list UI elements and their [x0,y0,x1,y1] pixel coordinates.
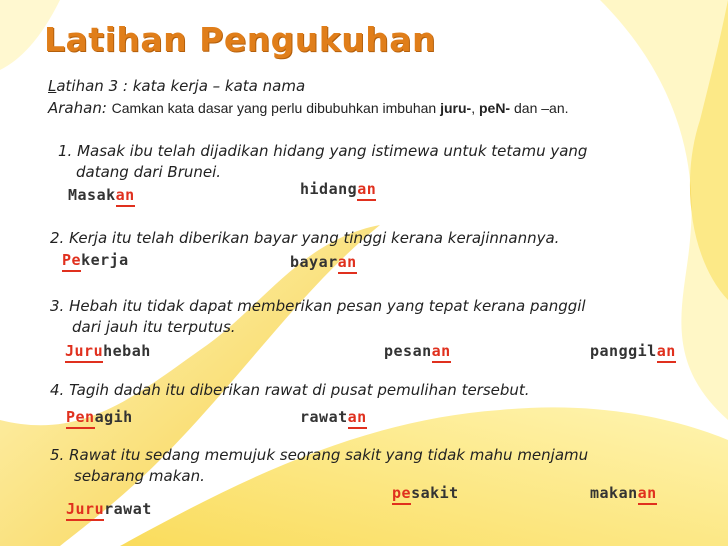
answer-3a [65,342,151,360]
answer-base: agih [94,408,133,426]
question-3-line-2: dari jauh itu terputus. [72,318,236,336]
answer-affix: an [116,186,135,207]
answer-affix: an [432,342,451,363]
exercise-desc: kata kerja – kata nama [132,77,306,95]
answer-1b [300,180,376,198]
question-3-line-1: 3. Hebah itu tidak dapat memberikan pesan yang tepat kerana panggil [50,297,586,315]
answer-base: hebah [103,342,151,360]
instruction-text [112,100,569,116]
instruction-body: Camkan kata dasar yang perlu dibubuhkan imbuhan [111,100,441,116]
affix-juru: juru- [440,100,472,116]
answer-base: bayar [290,253,338,271]
answer-base: rawat [300,408,348,426]
answer-affix: pe [392,484,411,505]
instruction-sep: , [471,100,479,116]
question-2-line-1: 2. Kerja itu telah diberikan bayar yang tinggi kerana kerajinnannya. [50,229,560,247]
question-1-line-1: 1. Masak ibu telah dijadikan hidang yang istimewa untuk tetamu yang [58,142,588,160]
instruction-line [48,99,569,117]
answer-affix: an [348,408,367,429]
exercise-initial: L [48,77,57,95]
exercise-line [48,77,305,95]
answer-base: hidang [300,180,358,198]
affix-pen: peN- [478,100,511,116]
question-5-line-1: 5. Rawat itu sedang memujuk seorang sakit yang tidak mahu menjamu [50,446,589,464]
answer-affix: Juru [66,500,104,521]
answer-5c [590,484,657,502]
answer-5a [66,500,152,518]
answer-2b [290,253,357,271]
answer-4a [66,408,133,426]
answer-affix: an [338,253,357,274]
answer-affix: Pen [66,408,95,429]
question-1-line-2: datang dari Brunei. [76,163,222,181]
answer-1a [68,186,135,204]
answer-4b [300,408,367,426]
answer-affix: an [638,484,657,505]
answer-base: rawat [104,500,152,518]
answer-base: pesan [384,342,432,360]
answer-5b [392,484,459,502]
instruction-label: rahan: [58,99,112,117]
answer-base: kerja [81,251,129,269]
answer-2a [62,251,129,269]
slide-title: Latihan Pengukuhan [44,20,436,59]
question-4-line-1: 4. Tagih dadah itu diberikan rawat di pusat pemulihan tersebut. [50,381,530,399]
answer-3c [590,342,676,360]
answer-base: Masak [68,186,116,204]
answer-3b [384,342,451,360]
question-5-line-2: sebarang makan. [74,467,205,485]
answer-affix: Juru [65,342,103,363]
answer-base: sakit [411,484,459,502]
answer-base: panggil [590,342,657,360]
answer-affix: an [357,180,376,201]
answer-affix: an [657,342,676,363]
instruction-end: dan –an. [510,100,569,116]
answer-base: makan [590,484,638,502]
instruction-initial: A [48,99,59,117]
exercise-label: atihan 3 : [56,77,133,95]
answer-affix: Pe [62,251,81,272]
